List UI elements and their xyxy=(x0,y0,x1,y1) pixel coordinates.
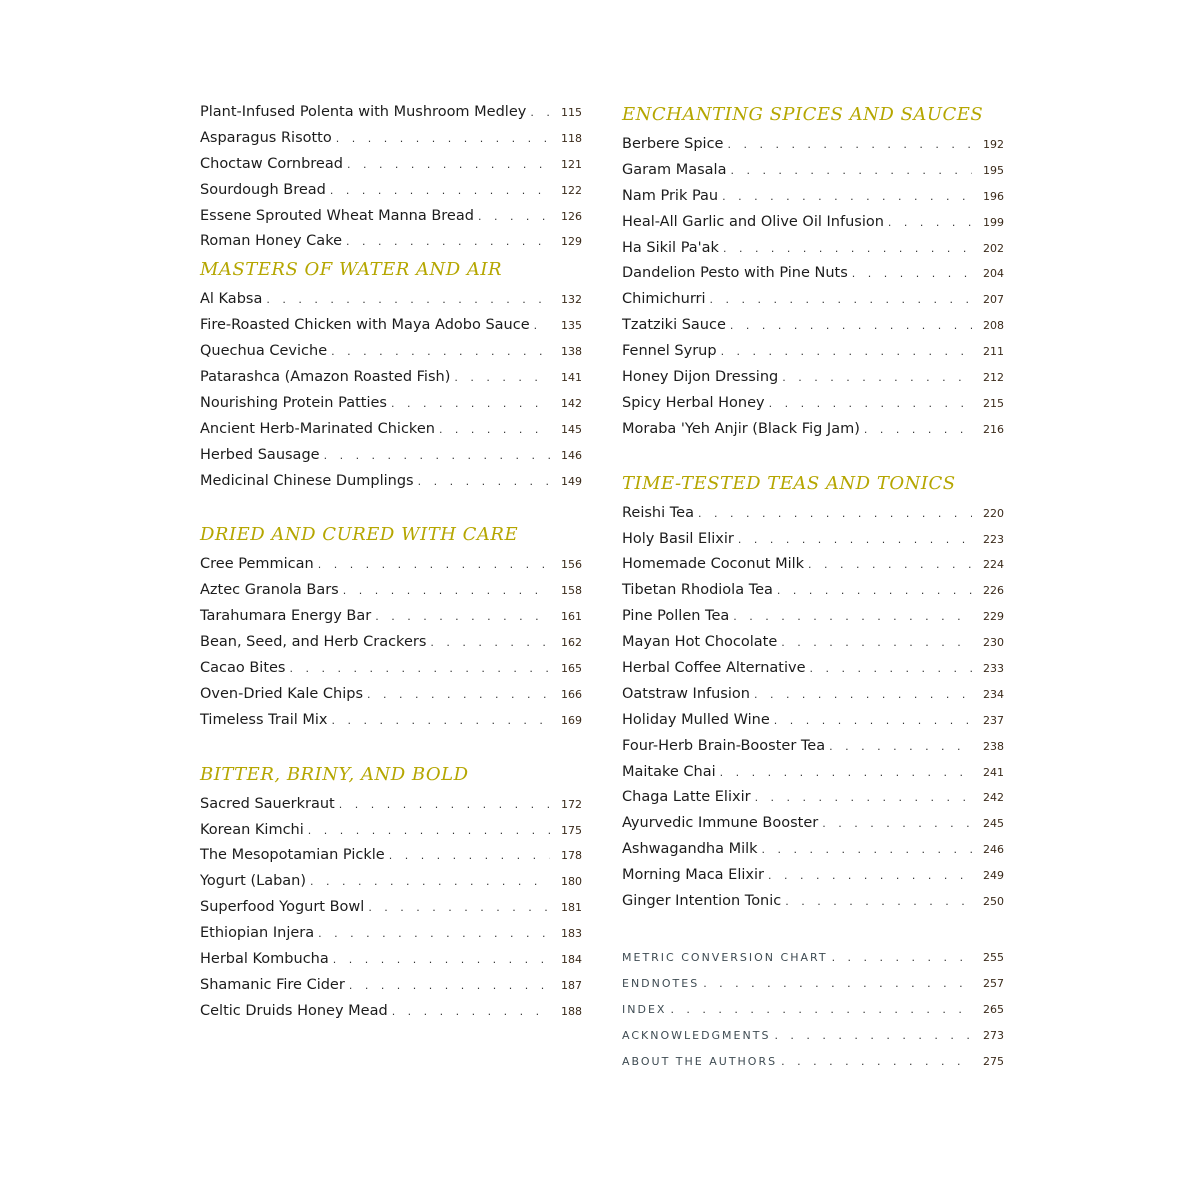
toc-entry-page-number: 161 xyxy=(561,610,582,624)
dot-leader xyxy=(324,443,550,469)
toc-entry-page-number: 180 xyxy=(561,875,582,889)
dot-leader xyxy=(755,785,972,811)
toc-entry-title: ACKNOWLEDGMENTS xyxy=(622,1028,771,1042)
toc-entry-title: Shamanic Fire Cider xyxy=(200,976,345,993)
dot-leader xyxy=(864,417,972,443)
toc-entry-page-number: 188 xyxy=(561,1004,582,1018)
toc-entry[interactable] xyxy=(200,100,582,126)
toc-entry[interactable] xyxy=(200,578,582,604)
toc-entry-title: Ancient Herb-Marinated Chicken xyxy=(200,420,435,437)
toc-entry-page-number: 273 xyxy=(983,1028,1004,1042)
toc-entry-title: Tzatziki Sauce xyxy=(622,317,726,334)
toc-entry-title: Al Kabsa xyxy=(200,291,263,308)
dot-leader xyxy=(392,999,550,1025)
toc-entry[interactable] xyxy=(622,708,1004,734)
dot-leader xyxy=(332,708,550,734)
toc-entry-page-number: 275 xyxy=(983,1054,1004,1068)
toc-entry[interactable] xyxy=(200,178,582,204)
toc-entry-title: Ayurvedic Immune Booster xyxy=(622,815,819,832)
toc-entry-title: Morning Maca Elixir xyxy=(622,867,764,884)
toc-entry[interactable] xyxy=(200,682,582,708)
toc-entry-page-number: 146 xyxy=(561,448,582,462)
toc-entry-page-number: 184 xyxy=(561,953,582,967)
toc-entry-page-number: 121 xyxy=(561,157,582,171)
toc-entry-title: Quechua Ceviche xyxy=(200,343,328,360)
dot-leader xyxy=(266,287,550,313)
toc-entry-title: Bean, Seed, and Herb Crackers xyxy=(200,634,427,651)
dot-leader xyxy=(754,682,972,708)
toc-entry-page-number: 211 xyxy=(983,345,1004,359)
toc-entry-page-number: 149 xyxy=(561,474,582,488)
dot-leader xyxy=(829,734,972,760)
toc-entry[interactable] xyxy=(200,708,582,734)
dot-leader xyxy=(349,973,550,999)
dot-leader xyxy=(339,792,550,818)
toc-entry[interactable] xyxy=(200,869,582,895)
toc-entry-title: Fennel Syrup xyxy=(622,343,717,360)
toc-entry-title: Sourdough Bread xyxy=(200,181,326,198)
toc-entry-title: Sacred Sauerkraut xyxy=(200,795,335,812)
toc-entry-page-number: 224 xyxy=(983,558,1004,572)
toc-entry[interactable] xyxy=(622,1023,1004,1049)
toc-entry-page-number: 132 xyxy=(561,293,582,307)
toc-entry-page-number: 204 xyxy=(983,267,1004,281)
dot-leader xyxy=(727,132,972,158)
toc-entry-page-number: 234 xyxy=(983,687,1004,701)
dot-leader xyxy=(310,869,550,895)
toc-entry[interactable] xyxy=(622,837,1004,863)
toc-entry[interactable] xyxy=(200,469,582,495)
dot-leader xyxy=(331,339,550,365)
toc-entry[interactable] xyxy=(200,818,582,844)
toc-entry[interactable] xyxy=(200,999,582,1025)
dot-leader xyxy=(330,178,550,204)
dot-leader xyxy=(333,947,550,973)
dot-leader xyxy=(730,158,972,184)
dot-leader xyxy=(290,656,551,682)
toc-entry-page-number: 265 xyxy=(983,1002,1004,1016)
toc-entry[interactable] xyxy=(200,365,582,391)
toc-entry-title: Superfood Yogurt Bowl xyxy=(200,899,365,916)
toc-right-column xyxy=(622,100,1004,1074)
toc-entry-page-number: 257 xyxy=(983,976,1004,990)
toc-entry-title: ENDNOTES xyxy=(622,976,700,990)
dot-leader xyxy=(534,313,550,339)
dot-leader xyxy=(852,261,972,287)
toc-entry-title: Celtic Druids Honey Mead xyxy=(200,1002,388,1019)
dot-leader xyxy=(530,100,550,126)
toc-entry-title: Four-Herb Brain-Booster Tea xyxy=(622,737,826,754)
toc-entry[interactable] xyxy=(622,365,1004,391)
toc-entry-title: Pine Pollen Tea xyxy=(622,608,730,625)
dot-leader xyxy=(730,313,972,339)
toc-entry-page-number: 169 xyxy=(561,713,582,727)
toc-entry-page-number: 187 xyxy=(561,978,582,992)
toc-entry-title: Chimichurri xyxy=(622,291,706,308)
toc-entry[interactable] xyxy=(622,339,1004,365)
toc-entry[interactable] xyxy=(622,760,1004,786)
toc-entry-page-number: 135 xyxy=(561,319,582,333)
dot-leader xyxy=(721,339,972,365)
toc-entry-page-number: 175 xyxy=(561,823,582,837)
dot-leader xyxy=(336,126,550,152)
toc-entry-title: Reishi Tea xyxy=(622,504,694,521)
toc-entry-title: Medicinal Chinese Dumplings xyxy=(200,472,414,489)
dot-leader xyxy=(670,997,972,1023)
section-heading: TIME-TESTED TEAS AND TONICS xyxy=(622,472,956,494)
toc-entry-page-number: 237 xyxy=(983,713,1004,727)
dot-leader xyxy=(368,895,550,921)
dot-leader xyxy=(318,552,550,578)
toc-entry-page-number: 172 xyxy=(561,797,582,811)
toc-entry-title: Essene Sprouted Wheat Manna Bread xyxy=(200,207,474,224)
toc-entry-title: Holiday Mulled Wine xyxy=(622,711,770,728)
toc-entry-title: Dandelion Pesto with Pine Nuts xyxy=(622,265,848,282)
toc-entry-page-number: 245 xyxy=(983,817,1004,831)
toc-entry-title: Spicy Herbal Honey xyxy=(622,394,765,411)
dot-leader xyxy=(738,527,972,553)
toc-entry[interactable] xyxy=(622,734,1004,760)
toc-entry[interactable] xyxy=(622,971,1004,997)
toc-entry-title: Fire-Roasted Chicken with Maya Adobo Sauce xyxy=(200,317,530,334)
toc-entry[interactable] xyxy=(200,287,582,313)
toc-entry-title: Holy Basil Elixir xyxy=(622,530,734,547)
toc-entry-page-number: 242 xyxy=(983,791,1004,805)
toc-entry[interactable] xyxy=(200,229,582,255)
toc-entry-title: Herbal Coffee Alternative xyxy=(622,660,806,677)
toc-entry-page-number: 229 xyxy=(983,610,1004,624)
toc-entry[interactable] xyxy=(622,785,1004,811)
dot-leader xyxy=(454,365,550,391)
toc-entry[interactable] xyxy=(200,152,582,178)
toc-entry[interactable] xyxy=(622,811,1004,837)
toc-entry-title: Maitake Chai xyxy=(622,763,716,780)
toc-entry[interactable] xyxy=(200,921,582,947)
toc-entry-title: Oatstraw Infusion xyxy=(622,685,750,702)
dot-leader xyxy=(723,236,972,262)
toc-entry-page-number: 202 xyxy=(983,241,1004,255)
toc-entry[interactable] xyxy=(622,945,1004,971)
toc-entry-page-number: 208 xyxy=(983,319,1004,333)
toc-entry-page-number: 233 xyxy=(983,662,1004,676)
toc-entry-title: Herbed Sausage xyxy=(200,446,320,463)
toc-entry-page-number: 215 xyxy=(983,396,1004,410)
toc-entry[interactable] xyxy=(622,656,1004,682)
dot-leader xyxy=(430,630,550,656)
toc-entry-title: Herbal Kombucha xyxy=(200,951,329,968)
toc-entry-title: Moraba 'Yeh Anjir (Black Fig Jam) xyxy=(622,420,860,437)
dot-leader xyxy=(346,229,550,255)
toc-entry[interactable] xyxy=(200,656,582,682)
toc-entry-page-number: 145 xyxy=(561,422,582,436)
toc-entry[interactable] xyxy=(622,527,1004,553)
toc-entry[interactable] xyxy=(200,973,582,999)
toc-entry-title: INDEX xyxy=(622,1002,667,1016)
toc-section xyxy=(200,760,582,1025)
dot-leader xyxy=(888,210,972,236)
dot-leader xyxy=(347,152,550,178)
toc-entry[interactable] xyxy=(200,204,582,230)
dot-leader xyxy=(343,578,550,604)
toc-entry-title: Ha Sikil Pa'ak xyxy=(622,239,719,256)
toc-entry-title: Asparagus Risotto xyxy=(200,129,332,146)
dot-leader xyxy=(703,971,972,997)
toc-entry-page-number: 216 xyxy=(983,422,1004,436)
dot-leader xyxy=(375,604,550,630)
toc-entry[interactable] xyxy=(622,132,1004,158)
dot-leader xyxy=(389,843,550,869)
toc-entry-page-number: 207 xyxy=(983,293,1004,307)
toc-entry-title: Cacao Bites xyxy=(200,660,286,677)
toc-entry[interactable] xyxy=(622,313,1004,339)
toc-entry[interactable] xyxy=(622,210,1004,236)
section-heading: DRIED AND CURED WITH CARE xyxy=(200,524,519,546)
toc-entry-title: Heal-All Garlic and Olive Oil Infusion xyxy=(622,213,884,230)
toc-entry[interactable] xyxy=(622,391,1004,417)
toc-entry[interactable] xyxy=(622,863,1004,889)
dot-leader xyxy=(768,863,972,889)
toc-entry-title: Garam Masala xyxy=(622,161,727,178)
toc-entry-page-number: 138 xyxy=(561,345,582,359)
dot-leader xyxy=(781,630,972,656)
toc-entry[interactable] xyxy=(200,843,582,869)
toc-right-sections xyxy=(622,100,1004,915)
toc-entry-title: ABOUT THE AUTHORS xyxy=(622,1054,778,1068)
toc-entry-title: Berbere Spice xyxy=(622,136,724,152)
toc-section xyxy=(200,255,582,494)
toc-entry[interactable] xyxy=(622,261,1004,287)
toc-entry-title: Homemade Coconut Milk xyxy=(622,556,805,573)
toc-entry-page-number: 122 xyxy=(561,183,582,197)
toc-entry[interactable] xyxy=(200,339,582,365)
toc-entry-page-number: 226 xyxy=(983,584,1004,598)
toc-entry[interactable] xyxy=(622,236,1004,262)
section-heading: BITTER, BRINY, AND BOLD xyxy=(200,763,469,785)
toc-entry-page-number: 212 xyxy=(983,371,1004,385)
toc-entry[interactable] xyxy=(200,417,582,443)
dot-leader xyxy=(782,365,972,391)
toc-entry[interactable] xyxy=(622,578,1004,604)
toc-entry-page-number: 181 xyxy=(561,901,582,915)
toc-backmatter xyxy=(622,945,1004,1074)
toc-entry[interactable] xyxy=(622,287,1004,313)
toc-entry-title: Mayan Hot Chocolate xyxy=(622,634,778,651)
toc-entry[interactable] xyxy=(200,126,582,152)
toc-entry-title: Roman Honey Cake xyxy=(200,233,342,250)
toc-entry-page-number: 230 xyxy=(983,636,1004,650)
toc-entry-title: Ethiopian Injera xyxy=(200,925,315,942)
dot-leader xyxy=(777,578,972,604)
dot-leader xyxy=(762,837,972,863)
toc-entry[interactable] xyxy=(622,417,1004,443)
toc-entry[interactable] xyxy=(622,501,1004,527)
toc-entry[interactable] xyxy=(200,391,582,417)
toc-entry[interactable] xyxy=(200,792,582,818)
toc-entry-title: METRIC CONVERSION CHART xyxy=(622,950,828,964)
dot-leader xyxy=(439,417,550,443)
dot-leader xyxy=(733,604,972,630)
toc-entry-title: Chaga Latte Elixir xyxy=(622,789,751,806)
toc-section xyxy=(622,469,1004,915)
toc-entry[interactable] xyxy=(622,997,1004,1023)
toc-entry-page-number: 118 xyxy=(561,131,582,145)
toc-entry-page-number: 249 xyxy=(983,869,1004,883)
toc-entry-page-number: 126 xyxy=(561,209,582,223)
toc-entry-title: Honey Dijon Dressing xyxy=(622,369,779,386)
dot-leader xyxy=(822,811,972,837)
toc-entry-page-number: 192 xyxy=(983,138,1004,151)
dot-leader xyxy=(478,204,550,230)
toc-entry-page-number: 162 xyxy=(561,636,582,650)
toc-entry-title: The Mesopotamian Pickle xyxy=(200,847,385,864)
section-heading: MASTERS OF WATER AND AIR xyxy=(200,259,503,281)
toc-left-column xyxy=(200,100,582,1025)
dot-leader xyxy=(808,552,972,578)
toc-entry-page-number: 178 xyxy=(561,849,582,863)
toc-entry-page-number: 156 xyxy=(561,558,582,572)
toc-entry[interactable] xyxy=(622,604,1004,630)
toc-entry-page-number: 158 xyxy=(561,584,582,598)
dot-leader xyxy=(710,287,972,313)
dot-leader xyxy=(722,184,972,210)
section-heading: ENCHANTING SPICES AND SAUCES xyxy=(622,104,984,125)
toc-entry-title: Yogurt (Laban) xyxy=(200,873,307,890)
toc-entry-page-number: 142 xyxy=(561,396,582,410)
dot-leader xyxy=(832,945,972,971)
toc-entry[interactable] xyxy=(622,889,1004,915)
toc-entry-page-number: 196 xyxy=(983,189,1004,203)
dot-leader xyxy=(418,469,550,495)
toc-entry-title: Tarahumara Energy Bar xyxy=(200,608,372,625)
toc-entry-title: Plant-Infused Polenta with Mushroom Medley xyxy=(200,104,527,120)
toc-entry-title: Ashwagandha Milk xyxy=(622,841,758,858)
dot-leader xyxy=(308,818,550,844)
toc-entry[interactable] xyxy=(622,158,1004,184)
toc-entry-title: Aztec Granola Bars xyxy=(200,582,339,599)
dot-leader xyxy=(810,656,972,682)
toc-entry-page-number: 141 xyxy=(561,371,582,385)
toc-entry-page-number: 223 xyxy=(983,532,1004,546)
toc-entry[interactable] xyxy=(622,552,1004,578)
toc-entry-page-number: 166 xyxy=(561,687,582,701)
toc-entry-page-number: 250 xyxy=(983,895,1004,909)
dot-leader xyxy=(781,1049,972,1075)
dot-leader xyxy=(774,708,972,734)
toc-prelist xyxy=(200,100,582,255)
toc-entry[interactable] xyxy=(200,630,582,656)
dot-leader xyxy=(785,889,972,915)
toc-entry-title: Oven-Dried Kale Chips xyxy=(200,685,364,702)
dot-leader xyxy=(720,760,972,786)
toc-entry-page-number: 246 xyxy=(983,843,1004,857)
dot-leader xyxy=(318,921,550,947)
toc-left-sections xyxy=(200,255,582,1024)
toc-entry[interactable] xyxy=(200,947,582,973)
toc-entry[interactable] xyxy=(200,552,582,578)
toc-section xyxy=(622,100,1004,443)
toc-entry-page-number: 115 xyxy=(561,106,582,119)
toc-entry-page-number: 129 xyxy=(561,235,582,249)
toc-entry-title: Cree Pemmican xyxy=(200,556,314,573)
dot-leader xyxy=(769,391,972,417)
toc-entry-page-number: 255 xyxy=(983,950,1004,964)
toc-section xyxy=(200,520,582,733)
toc-entry-page-number: 183 xyxy=(561,927,582,941)
toc-entry-title: Timeless Trail Mix xyxy=(200,711,328,728)
toc-entry-page-number: 199 xyxy=(983,215,1004,229)
toc-entry-page-number: 220 xyxy=(983,506,1004,520)
toc-entry[interactable] xyxy=(200,443,582,469)
toc-entry-page-number: 195 xyxy=(983,163,1004,177)
toc-entry[interactable] xyxy=(622,1049,1004,1075)
dot-leader xyxy=(698,501,972,527)
toc-entry-title: Korean Kimchi xyxy=(200,821,304,838)
dot-leader xyxy=(391,391,550,417)
toc-entry-title: Tibetan Rhodiola Tea xyxy=(622,582,773,599)
toc-entry-title: Nourishing Protein Patties xyxy=(200,394,387,411)
toc-entry[interactable] xyxy=(622,630,1004,656)
toc-entry-page-number: 241 xyxy=(983,765,1004,779)
dot-leader xyxy=(367,682,550,708)
toc-entry-title: Patarashca (Amazon Roasted Fish) xyxy=(200,369,451,386)
toc-entry[interactable] xyxy=(622,682,1004,708)
toc-entry[interactable] xyxy=(200,313,582,339)
toc-entry[interactable] xyxy=(200,895,582,921)
dot-leader xyxy=(774,1023,972,1049)
toc-entry[interactable] xyxy=(200,604,582,630)
toc-entry-title: Nam Prik Pau xyxy=(622,187,719,204)
toc-entry-page-number: 165 xyxy=(561,662,582,676)
toc-entry-title: Ginger Intention Tonic xyxy=(622,893,782,910)
toc-entry-title: Choctaw Cornbread xyxy=(200,155,343,172)
toc-entry[interactable] xyxy=(622,184,1004,210)
toc-entry-page-number: 238 xyxy=(983,739,1004,753)
